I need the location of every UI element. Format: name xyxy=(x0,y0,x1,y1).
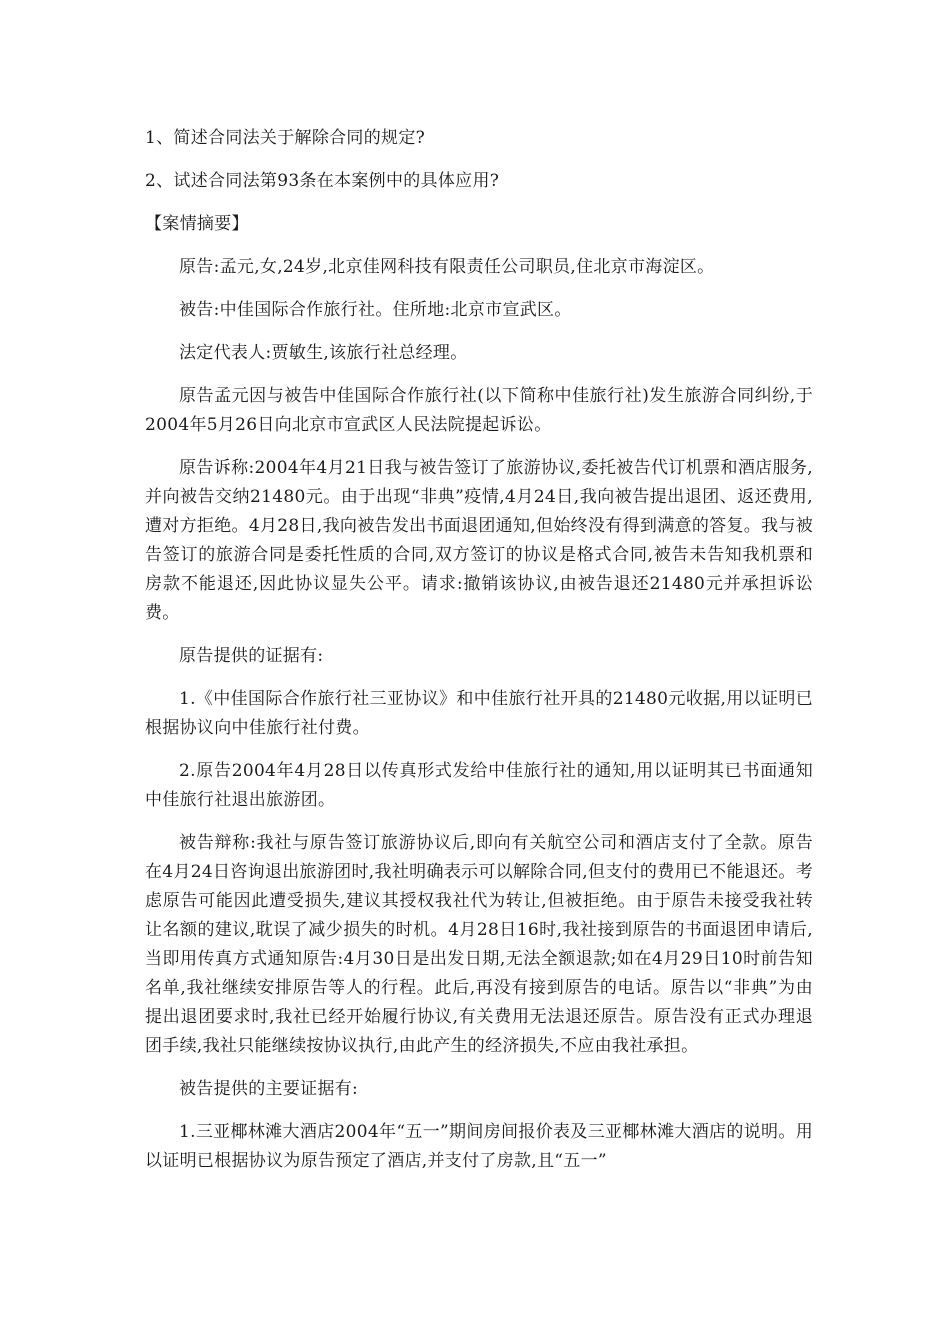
document-body xyxy=(145,124,813,1190)
plaintiff-evidence-item-2: 2.原告2004年4月28日以传真形式发给中佳旅行社的通知,用以证明其已书面通知中佳旅行社退出旅游团。 xyxy=(145,761,813,810)
defendant-info: 被告:中佳国际合作旅行社。住所地:北京市宣武区。 xyxy=(179,300,572,320)
legal-representative: 法定代表人:贾敏生,该旅行社总经理。 xyxy=(179,343,468,363)
defendant-evidence-title: 被告提供的主要证据有: xyxy=(179,1079,359,1099)
defendant-defense-paragraph: 被告辩称:我社与原告签订旅游协议后,即向有关航空公司和酒店支付了全款。原告在4月24日咨询退出旅游团时,我社明确表示可以解除合同,但支付的费用已不能退还。考虑原告可能因此遭受损失,建议其授权我社代为转让,但被拒绝。由于原告未接受我社转让名额的建议,耽误了减少损失的时机。4月28日16时,我社接到原告的书面退团申请后,当即用传真方式通知原告:4月30日是出发日期,无法全额退款;如在4月29日10时前告知名单,我社继续安排原告等人的行程。此后,再没有接到原告的电话。原告以“非典”为由提出退团要求时,我社已经开始履行协议,有关费用无法退还原告。原告没有正式办理退团手续,我社只能继续按协议执行,由此产生的经济损失,不应由我社承担。 xyxy=(145,833,813,1056)
plaintiff-evidence-item-1: 1.《中佳国际合作旅行社三亚协议》和中佳旅行社开具的21480元收据,用以证明已根据协议向中佳旅行社付费。 xyxy=(145,689,813,738)
section-heading: 【案情摘要】 xyxy=(145,214,249,234)
plaintiff-claim-paragraph: 原告诉称:2004年4月21日我与被告签订了旅游协议,委托被告代订机票和酒店服务,并向被告交纳21480元。由于出现“非典”疫情,4月24日,我向被告提出退团、返还费用,遭对方拒绝。4月28日,我向被告发出书面退团通知,但始终没有得到满意的答复。我与被告签订的旅游合同是委托性质的合同,双方签订的协议是格式合同,被告未告知我机票和房款不能退还,因此协议显失公平。请求:撤销该协议,由被告退还21480元并承担诉讼费。 xyxy=(145,458,813,623)
question-2: 2、试述合同法第93条在本案例中的具体应用? xyxy=(145,171,500,191)
question-1: 1、简述合同法关于解除合同的规定? xyxy=(145,128,426,148)
defendant-evidence-item-1: 1.三亚椰林滩大酒店2004年“五一”期间房间报价表及三亚椰林滩大酒店的说明。用以证明已根据协议为原告预定了酒店,并支付了房款,且“五一” xyxy=(145,1122,813,1171)
case-intro-paragraph: 原告孟元因与被告中佳国际合作旅行社(以下简称中佳旅行社)发生旅游合同纠纷,于2004年5月26日向北京市宣武区人民法院提起诉讼。 xyxy=(145,386,813,435)
plaintiff-evidence-title: 原告提供的证据有: xyxy=(179,646,324,666)
plaintiff-info: 原告:孟元,女,24岁,北京佳网科技有限责任公司职员,住北京市海淀区。 xyxy=(179,257,715,277)
